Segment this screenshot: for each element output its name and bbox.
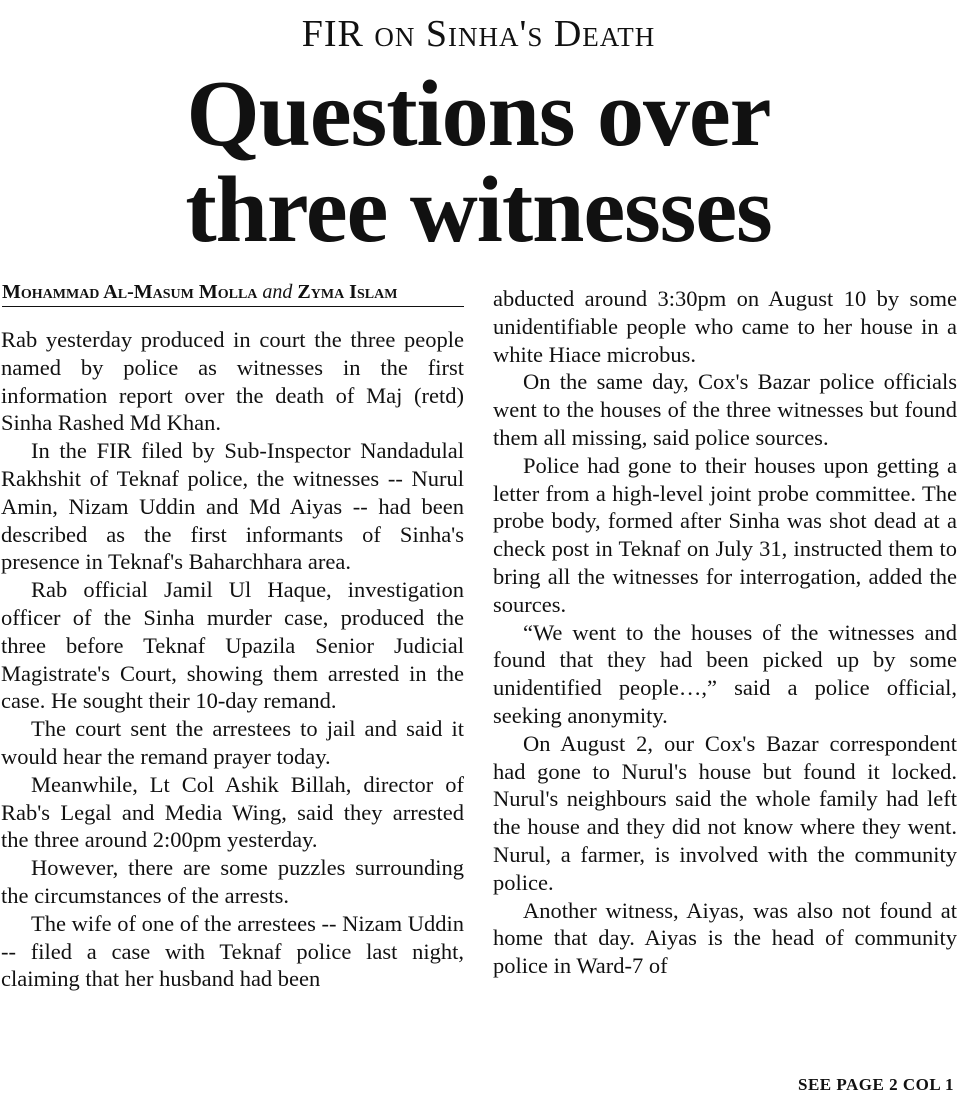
paragraph: Rab official Jamil Ul Haque, investigation officer of the Sinha murder case, produced the three before Teknaf Upazila Senior Judicial Magistrate's Court, showing them arrested in the case. He sought their 10-day remand. <box>1 577 464 714</box>
paragraph: abducted around 3:30pm on August 10 by some unidentifiable people who came to her house in a white Hiace microbus. <box>493 286 957 367</box>
paragraph: “We went to the houses of the witnesses and found that they had been picked up by some unidentified people…,” said a police official, seeking anonymity. <box>493 619 957 728</box>
paragraph: The court sent the arrestees to jail and said it would hear the remand prayer today. <box>1 716 464 769</box>
paragraph: Another witness, Aiyas, was also not found at home that day. Aiyas is the head of community police in Ward-7 of <box>493 897 957 979</box>
paragraph: Rab yesterday produced in court the three people named by police as witnesses in the first information report over the death of Maj (retd) Sinha Rashed Md Khan. <box>1 327 464 436</box>
byline-conjunction: and <box>262 281 293 303</box>
paragraph: The wife of one of the arrestees -- Nizam Uddin -- filed a case with Teknaf police last night, claiming that her husband had been <box>1 910 464 992</box>
paragraph: However, there are some puzzles surrounding the circumstances of the arrests. <box>1 855 464 908</box>
kicker: FIR on Sinha's Death <box>301 13 656 55</box>
article-column-left <box>1 326 464 993</box>
article-column-right <box>493 285 957 980</box>
paragraph: On the same day, Cox's Bazar police officials went to the houses of the three witnesses but found them all missing, said police sources. <box>493 369 957 450</box>
paragraph: In the FIR filed by Sub-Inspector Nandadulal Rakhshit of Teknaf police, the witnesses -- Nurul Amin, Nizam Uddin and Md Aiyas -- had been described as the first informants of Sinha's presence in Teknaf's Baharchhara area. <box>1 438 464 575</box>
byline-author-2: Zyma Islam <box>297 281 398 303</box>
paragraph: On August 2, our Cox's Bazar correspondent had gone to Nurul's house but found it locked. Nurul's neighbours said the whole family had left the house and they did not know where they went. Nurul, a farmer, is involved with the community police. <box>493 730 957 895</box>
jump-line: SEE PAGE 2 COL 1 <box>798 1075 954 1094</box>
byline <box>2 280 464 307</box>
byline-author-1: Mohammad Al-Masum Molla <box>2 281 258 303</box>
headline-line-1: Questions over <box>186 62 771 166</box>
headline-line-2: three witnesses <box>185 158 772 262</box>
paragraph: Meanwhile, Lt Col Ashik Billah, director of Rab's Legal and Media Wing, said they arrested the three around 2:00pm yesterday. <box>1 771 464 853</box>
paragraph: Police had gone to their houses upon getting a letter from a high-level joint probe committee. The probe body, formed after Sinha was shot dead at a check post in Teknaf on July 31, instructed them to bring all the witnesses for interrogation, added the sources. <box>493 452 957 617</box>
headline <box>0 62 957 262</box>
